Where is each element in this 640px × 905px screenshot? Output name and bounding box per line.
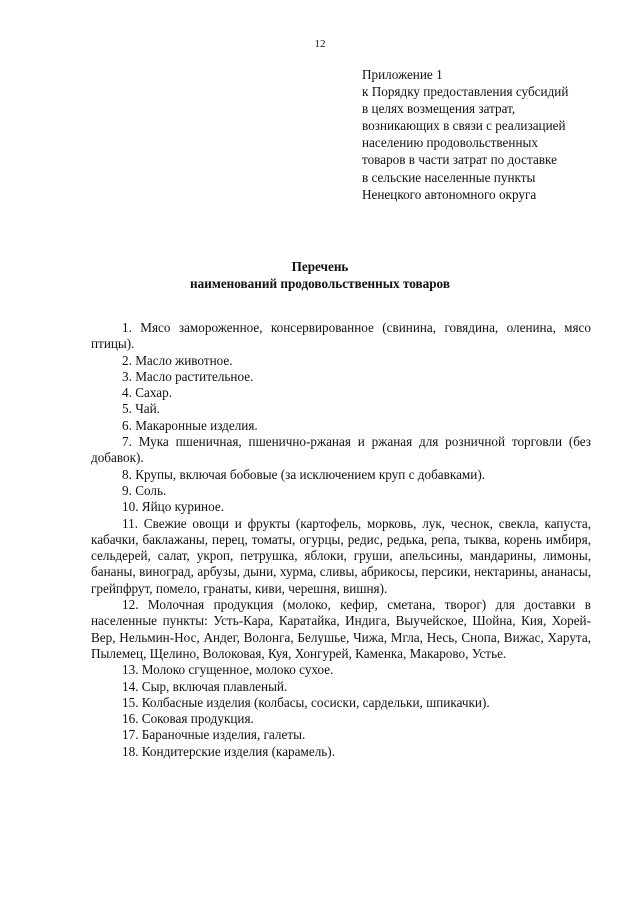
list-item: 14. Сыр, включая плавленый. [122,678,288,694]
list-item: 11. Свежие овощи и фрукты (картофель, морковь, лук, чеснок, свекла, капуста, кабачки, баклажаны, перец, томаты, огурцы, редис, редька, репа, тыква, корень имбиря, сельдерей, салат, укроп, петрушка, яблоки, груши, апельсины, мандарины, лимоны, бананы, виноград, арбузы, дыни, хурма, сливы, абрикосы, персики, нектарины, ананасы, грейпфрут, помело, гранаты, киви, черешня, вишня). [91,515,591,596]
list-item: 9. Соль. [122,482,167,498]
list-item: 1. Мясо замороженное, консервированное (свинина, говядина, оленина, мясо птицы). [91,320,591,352]
appendix-line: к Порядку предоставления субсидий [362,84,569,100]
list-item: 10. Яйцо куриное. [122,499,225,515]
appendix-line: в сельские населенные пункты [362,169,536,185]
title-line: наименований продовольственных товаров [190,276,450,292]
list-item: 12. Молочная продукция (молоко, кефир, сметана, творог) для доставки в населенные пункты: Усть-Кара, Каратайка, Индига, Выучейское, Шойна, Кия, Хорей-Вер, Нельмин-Нос, Андег, Волонга, Белушье, Чижа, Мгла, Несь, Снопа, Вижас, Харута, Пылемец, Щелино, Волоковая, Куя, Хонгурей, Каменка, Макарово, Устье. [91,597,591,661]
list-item: 16. Соковая продукция. [122,711,254,727]
list-item: 8. Крупы, включая бобовые (за исключением круп с добавками). [122,466,486,482]
list-item: 3. Масло растительное. [122,368,254,384]
list-item: 17. Бараночные изделия, галеты. [122,727,306,743]
list-item: 7. Мука пшеничная, пшенично-ржаная и ржаная для розничной торговли (без добавок). [91,434,591,466]
list-item: 13. Молоко сгущенное, молоко сухое. [122,662,334,678]
appendix-line: Приложение 1 [362,67,443,82]
appendix-line: Ненецкого автономного округа [362,186,537,202]
appendix-line: в целях возмещения затрат, [362,101,516,117]
goods-list [91,320,591,760]
list-item: 6. Макаронные изделия. [122,417,258,433]
page-number: 12 [314,38,326,50]
title-line: Перечень [291,259,349,274]
appendix-block [362,66,632,203]
list-item: 15. Колбасные изделия (колбасы, сосиски, сардельки, шпикачки). [122,694,490,710]
list-item: 2. Масло животное. [122,352,233,368]
list-item: 4. Сахар. [122,385,173,401]
list-item: 5. Чай. [122,401,160,417]
appendix-line: товаров в части затрат по доставке [362,152,557,168]
document-title [0,258,640,293]
appendix-line: населению продовольственных [362,135,538,151]
list-item: 18. Кондитерские изделия (карамель). [122,743,335,759]
appendix-line: возникающих в связи с реализацией [362,118,566,134]
